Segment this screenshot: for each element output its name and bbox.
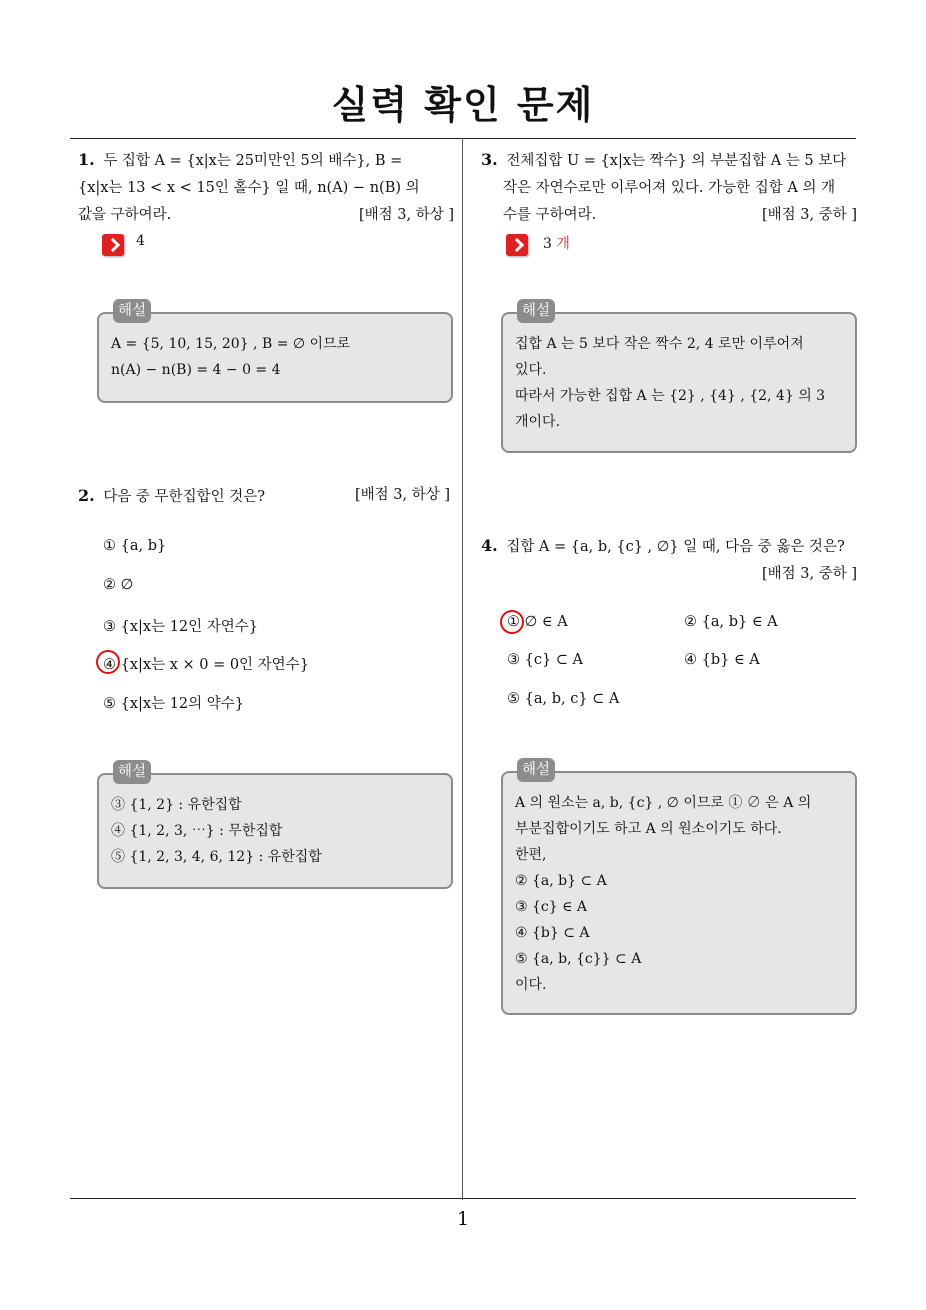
page-number: 1 (456, 1208, 470, 1230)
explanation-line: 한편, (515, 847, 547, 863)
explanation-line: 개이다. (515, 414, 561, 430)
question-3-answer: 3 개 (543, 236, 570, 252)
explanation-box-1 (97, 303, 453, 403)
explanation-line: 집합 A 는 5 보다 작은 짝수 2, 4 로만 이루어져 (515, 336, 804, 352)
question-1-score: [배점 3, 하상 ] (358, 207, 454, 223)
explanation-line: ⑤ {1, 2, 3, 4, 6, 12} : 유한집합 (111, 849, 322, 865)
question-1-line1: 1. 두 집합 A = {x|x는 25미만인 5의 배수}, B = (78, 150, 403, 169)
explanation-line: 부분집합이기도 하고 A 의 원소이기도 하다. (515, 821, 782, 837)
question-3-line2: 작은 자연수로만 이루어져 있다. 가능한 집합 A 의 개 (503, 180, 836, 196)
explanation-line: 있다. (515, 362, 547, 378)
explanation-tag: 해설 (517, 299, 555, 323)
explanation-line: A 의 원소는 a, b, {c} , ∅ 이므로 ① ∅ 은 A 의 (515, 795, 812, 811)
question-3-score: [배점 3, 중하 ] (761, 207, 857, 223)
explanation-line: ⑤ {a, b, {c}} ⊂ A (515, 951, 642, 967)
explanation-tag: 해설 (517, 758, 555, 782)
question-1-answer: 4 (136, 233, 145, 249)
explanation-line: n(A) − n(B) = 4 − 0 = 4 (111, 362, 281, 378)
question-3 (481, 146, 857, 229)
question-4 (481, 532, 857, 588)
question-2 (78, 482, 450, 511)
question-1-line2: {x|x는 13 < x < 15인 홀수} 일 때, n(A) − n(B) 의 (78, 180, 420, 196)
question-1-line3: 값을 구하여라. [배점 3, 하상 ] (78, 202, 454, 229)
question-4-option-2[interactable]: ② {a, b} ∈ A (684, 614, 778, 630)
question-2-option-1[interactable]: ① {a, b} (103, 538, 167, 554)
selected-answer-circle (96, 650, 120, 674)
question-4-option-1[interactable]: ① ∅ ∈ A (507, 614, 568, 630)
question-4-option-3[interactable]: ③ {c} ⊂ A (507, 652, 584, 668)
question-2-option-2[interactable]: ② ∅ (103, 577, 134, 593)
explanation-box-4 (501, 762, 857, 1015)
question-4-option-5[interactable]: ⑤ {a, b, c} ⊂ A (507, 691, 620, 707)
explanation-line: ④ {1, 2, 3, ⋯} : 무한집합 (111, 823, 283, 839)
top-rule (70, 138, 856, 139)
explanation-line: 이다. (515, 977, 547, 993)
explanation-box-2 (97, 764, 453, 889)
question-3-line1: 3. 전체집합 U = {x|x는 짝수} 의 부분집합 A 는 5 보다 (481, 150, 847, 169)
question-3-line3: 수를 구하여라. [배점 3, 중하 ] (481, 202, 857, 229)
question-1 (78, 146, 454, 229)
question-4-option-4[interactable]: ④ {b} ∈ A (684, 652, 760, 668)
explanation-line: ④ {b} ⊂ A (515, 925, 590, 941)
answer-arrow-icon (102, 234, 124, 256)
question-2-option-3[interactable]: ③ {x|x는 12인 자연수} (103, 619, 259, 635)
explanation-tag: 해설 (113, 760, 151, 784)
column-divider (462, 138, 463, 1200)
question-4-line1: 4. 집합 A = {a, b, {c} , ∅} 일 때, 다음 중 옳은 것은? (481, 536, 845, 555)
selected-answer-circle (500, 610, 524, 634)
explanation-line: 따라서 가능한 집합 A 는 {2} , {4} , {2, 4} 의 3 (515, 388, 826, 404)
explanation-line: A = {5, 10, 15, 20} , B = ∅ 이므로 (111, 336, 351, 352)
answer-arrow-icon (506, 234, 528, 256)
explanation-line: ③ {1, 2} : 유한집합 (111, 797, 242, 813)
question-2-score: [배점 3, 하상 ] (354, 487, 450, 503)
bottom-rule (70, 1198, 856, 1199)
question-2-option-4[interactable]: ④ {x|x는 x × 0 = 0인 자연수} (103, 657, 309, 673)
question-4-line2 (481, 561, 857, 588)
explanation-line: ② {a, b} ⊂ A (515, 873, 607, 889)
explanation-tag: 해설 (113, 299, 151, 323)
question-4-score: [배점 3, 중하 ] (761, 566, 857, 582)
question-2-option-5[interactable]: ⑤ {x|x는 12의 약수} (103, 696, 244, 712)
page-title: 실력 확인 문제 (331, 83, 595, 127)
question-2-line1: 2. 다음 중 무한집합인 것은? [배점 3, 하상 ] (78, 482, 450, 511)
explanation-line: ③ {c} ∈ A (515, 899, 588, 915)
explanation-box-3 (501, 303, 857, 453)
